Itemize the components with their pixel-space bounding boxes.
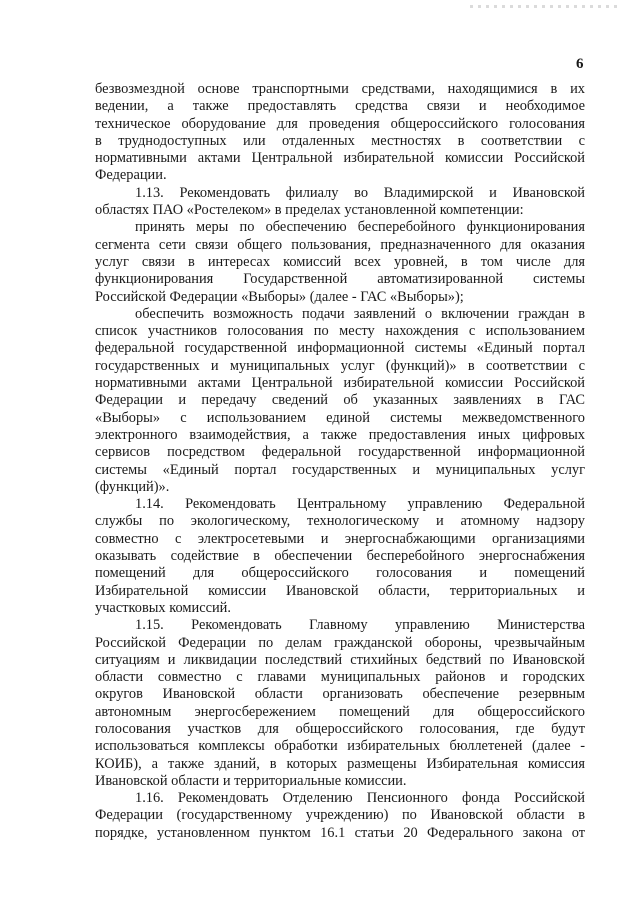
text-line: голосования участков для общероссийского голосования, где будут: [95, 720, 585, 737]
text-line: Российской Федерации по делам гражданской обороны, чрезвычайным: [95, 634, 585, 651]
text-line: федеральной государственной информационной системы «Единый портал: [95, 340, 585, 357]
text-line: Федерации и передачу сведений об указанных заявлениях в ГАС: [95, 392, 585, 409]
text-line: автономным энергосбережением помещений для общероссийского: [95, 703, 585, 720]
text-line: округов Ивановской области организовать обеспечение резервным: [95, 686, 585, 703]
text-line: электронного взаимодействия, а также предоставления иных цифровых: [95, 426, 585, 443]
text-line: (функций)».: [95, 478, 170, 495]
text-line: порядке, установленном пунктом 16.1 статьи 20 Федерального закона от: [95, 824, 585, 841]
text-line: совместно с электросетевыми и энергоснабжающими организациями: [95, 530, 585, 547]
text-line: список участников голосования по месту нахождения с использованием: [95, 323, 585, 340]
text-line: услуг связи в интересах комиссий всех уровней, в том числе для: [95, 253, 585, 270]
text-line: Избирательной комиссии Ивановской области, территориальных и: [95, 582, 585, 599]
text-line: в труднодоступных или отдаленных местностях в соответствии с: [95, 132, 585, 149]
text-line: использоваться комплексы обработки избирательных бюллетеней (далее -: [95, 738, 585, 755]
text-line: КОИБ), а также зданий, в которых размещены Избирательная комиссия: [95, 755, 585, 772]
text-line: области совместно с главами муниципальных районов и городских: [95, 669, 585, 686]
text-line: Ивановской области и территориальные комиссии.: [95, 772, 407, 789]
text-line: участковых комиссий.: [95, 599, 231, 616]
text-line: нормативными актами Центральной избирательной комиссии Российской: [95, 150, 585, 167]
text-line: ситуациям и ликвидации последствий стихийных бедствий по Ивановской: [95, 651, 585, 668]
text-line: Федерации (государственному учреждению) по Ивановской области в: [95, 807, 585, 824]
text-line: помещений для общероссийского голосования и помещений: [95, 565, 585, 582]
scan-artifact: [470, 5, 620, 8]
text-line: сервисов посредством федеральной государственной информационной: [95, 444, 585, 461]
text-line: 1.16. Рекомендовать Отделению Пенсионного фонда Российской: [135, 790, 585, 807]
text-line: безвозмездной основе транспортными средствами, находящимися в их: [95, 81, 585, 97]
text-line: 1.13. Рекомендовать филиалу во Владимирской и Ивановской: [135, 184, 585, 201]
text-line: принять меры по обеспечению бесперебойного функционирования: [135, 219, 585, 236]
text-line: системы «Единый портал государственных и муниципальных услуг: [95, 461, 585, 478]
text-line: нормативными актами Центральной избирательной комиссии Российской: [95, 375, 585, 392]
text-line: функционирования Государственной автоматизированной системы: [95, 271, 585, 288]
document-body: [95, 81, 585, 842]
text-line: службы по экологическому, технологическому и атомному надзору: [95, 513, 585, 530]
text-line: сегмента сети связи общего пользования, предназначенного для оказания: [95, 236, 585, 253]
text-line: 1.15. Рекомендовать Главному управлению Министерства: [135, 617, 585, 634]
text-line: оказывать содействие в обеспечении бесперебойного энергоснабжения: [95, 548, 585, 565]
text-line: ведении, а также предоставлять средства связи и необходимое: [95, 98, 585, 115]
text-line: 1.14. Рекомендовать Центральному управлению Федеральной: [135, 496, 585, 513]
text-line: государственных и муниципальных услуг (функций)» в соответствии с: [95, 357, 585, 374]
text-line: областях ПАО «Ростелеком» в пределах установленной компетенции:: [95, 202, 524, 219]
text-line: Российской Федерации «Выборы» (далее - ГАС «Выборы»);: [95, 288, 464, 305]
text-line: «Выборы» с использованием единой системы межведомственного: [95, 409, 585, 426]
text-line: Федерации.: [95, 167, 167, 184]
page-number: 6: [576, 56, 584, 72]
text-line: техническое оборудование для проведения общероссийского голосования: [95, 115, 585, 132]
text-line: обеспечить возможность подачи заявлений о включении граждан в: [135, 305, 585, 322]
